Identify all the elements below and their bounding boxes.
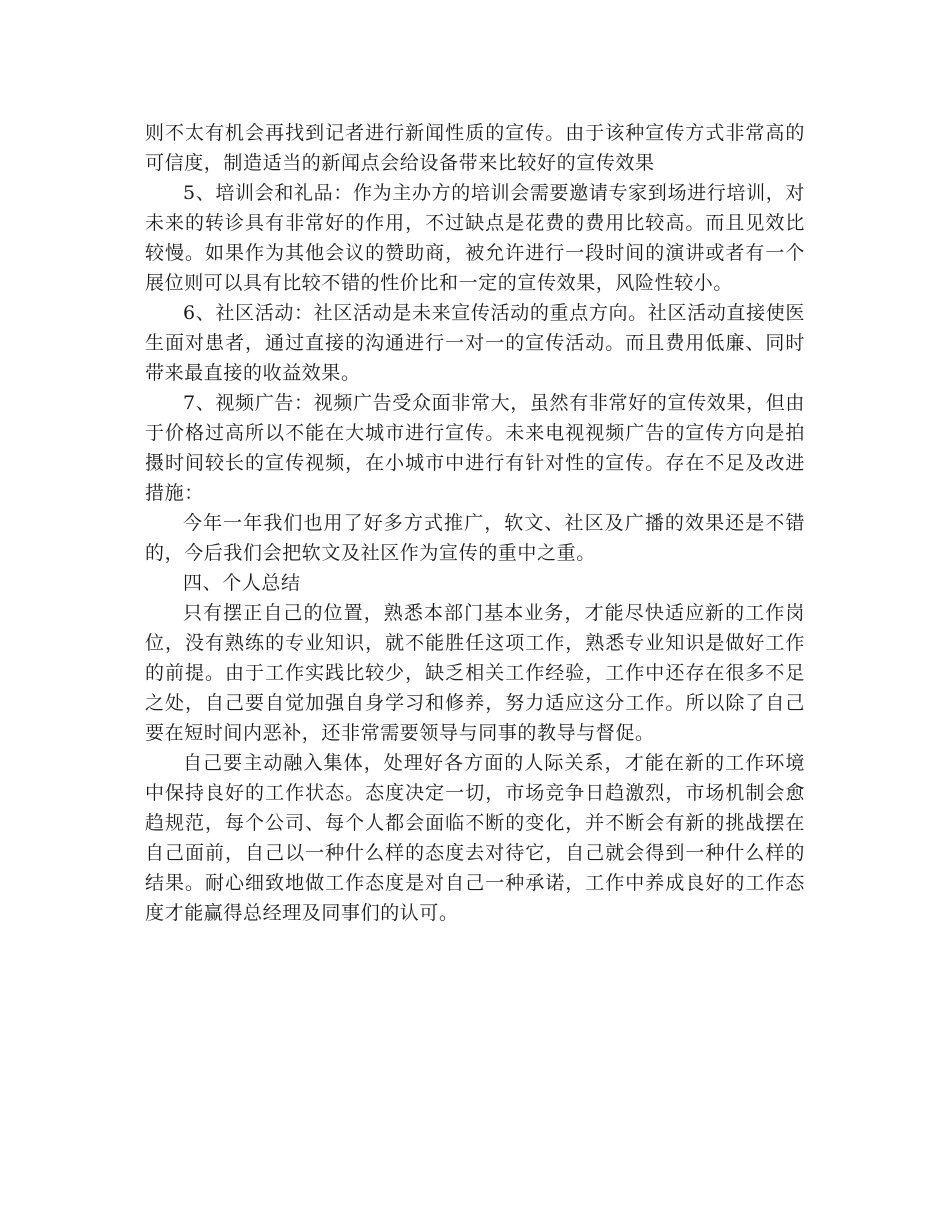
section-heading-personal-summary: 四、个人总结 (183, 572, 301, 594)
paragraph-personal-position: 只有摆正自己的位置，熟悉本部门基本业务，才能尽快适应新的工作岗位，没有熟练的专业知识，就不能胜任这项工作，熟悉专业知识是做好工作的前提。由于工作实践比较少，缺乏相关工作经验，工作中还存在很多不足之处，自己要自觉加强自身学习和修养，努力适应这分工作。所以除了自己要在短时间内恶补，还非常需要领导与同事的教导与督促。 (145, 602, 805, 744)
paragraph-continuation: 则不太有机会再找到记者进行新闻性质的宣传。由于该种宣传方式非常高的可信度，制造适当的新闻点会给设备带来比较好的宣传效果 (145, 122, 805, 174)
paragraph-community-activities: 6、社区活动：社区活动是未来宣传活动的重点方向。社区活动直接使医生面对患者，通过直接的沟通进行一对一的宣传活动。而且费用低廉、同时带来最直接的收益效果。 (145, 302, 805, 384)
document-body (145, 118, 805, 928)
paragraph-video-ads: 7、视频广告：视频广告受众面非常大，虽然有非常好的宣传效果，但由于价格过高所以不能在大城市进行宣传。未来电视视频广告的宣传方向是拍摄时间较长的宣传视频，在小城市中进行有针对性的宣传。存在不足及改进措施： (145, 392, 805, 504)
paragraph-training-and-gifts: 5、培训会和礼品：作为主办方的培训会需要邀请专家到场进行培训，对未来的转诊具有非常好的作用，不过缺点是花费的费用比较高。而且见效比较慢。如果作为其他会议的赞助商，被允许进行一段时间的演讲或者有一个展位则可以具有比较不错的性价比和一定的宣传效果，风险性较小。 (145, 182, 805, 294)
paragraph-promotion-summary: 今年一年我们也用了好多方式推广，软文、社区及广播的效果还是不错的，今后我们会把软文及社区作为宣传的重中之重。 (145, 512, 805, 564)
paragraph-work-attitude: 自己要主动融入集体，处理好各方面的人际关系，才能在新的工作环境中保持良好的工作状态。态度决定一切，市场竞争日趋激烈，市场机制会愈趋规范，每个公司、每个人都会面临不断的变化，并不断会有新的挑战摆在自己面前，自己以一种什么样的态度去对待它，自己就会得到一种什么样的结果。耐心细致地做工作态度是对自己一种承诺，工作中养成良好的工作态度才能赢得总经理及同事们的认可。 (145, 752, 805, 924)
